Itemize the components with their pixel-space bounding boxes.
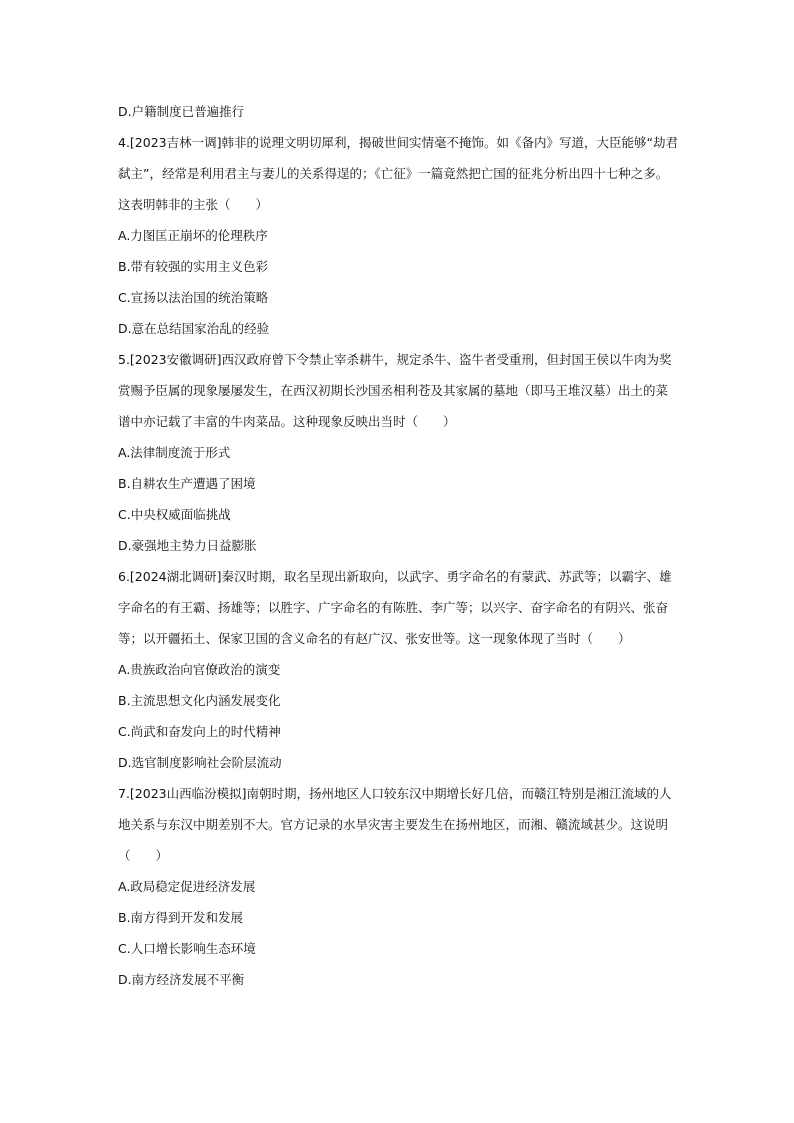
question-stem: 5.[2023安徽调研]西汉政府曾下令禁止宰杀耕牛，规定杀牛、盗牛者受重刑，但封国王侯以牛肉为奖赏赐予臣属的现象屡屡发生，在西汉初期长沙国丞相利苍及其家属的墓地（即马王堆汉墓）出土的菜谱中亦记载了丰富的牛肉菜品。这种现象反映出当时（ ）: [118, 352, 672, 429]
question-stem: 4.[2023吉林一调]韩非的说理文明切犀利，揭破世间实情毫不掩饰。如《备内》写道，大臣能够“劫君弑主”，经常是利用君主与妻儿的关系得逞的；《亡征》一篇竟然把亡国的征兆分析出四十七种之多。这表明韩非的主张（ ）: [118, 135, 678, 212]
option-c: C.宣扬以法治国的统治策略: [118, 290, 269, 305]
option-d: D.南方经济发展不平衡: [118, 972, 245, 987]
question-6: [118, 561, 678, 778]
option-b: B.南方得到开发和发展: [118, 910, 244, 925]
option-d: D.意在总结国家治乱的经验: [118, 321, 270, 336]
option-a: A.政局稳定促进经济发展: [118, 879, 256, 894]
option-d: D.选官制度影响社会阶层流动: [118, 755, 282, 770]
option-b: B.自耕农生产遭遇了困境: [118, 476, 256, 491]
option-c: C.中央权威面临挑战: [118, 507, 231, 522]
option-a: A.法律制度流于形式: [118, 445, 231, 460]
question-stem: 6.[2024湖北调研]秦汉时期，取名呈现出新取向，以武字、勇字命名的有蒙武、苏武等；以霸字、雄字命名的有王霸、扬雄等；以胜字、广字命名的有陈胜、李广等；以兴字、奋字命名的有阴兴、张奋等；以开疆拓土、保家卫国的含义命名的有赵广汉、张安世等。这一现象体现了当时（ ）: [118, 569, 672, 646]
option-c: C.人口增长影响生态环境: [118, 941, 256, 956]
option-b: B.主流思想文化内涵发展变化: [118, 693, 281, 708]
option-d: D.豪强地主势力日益膨胀: [118, 538, 257, 553]
option-b: B.带有较强的实用主义色彩: [118, 259, 269, 274]
option-d: D.户籍制度已普遍推行: [118, 104, 245, 119]
option-a: A.力图匡正崩坏的伦理秩序: [118, 228, 268, 243]
question-stem: 7.[2023山西临汾模拟]南朝时期，扬州地区人口较东汉中期增长好几倍，而赣江特别是湘江流域的人地关系与东汉中期差别不大。官方记录的水旱灾害主要发生在扬州地区，而湘、赣流域甚少。这说明（ ）: [118, 786, 672, 863]
option-a: A.贵族政治向官僚政治的演变: [118, 662, 281, 677]
question-5: [118, 344, 678, 561]
question-list: [118, 96, 678, 995]
question-4: [118, 127, 678, 344]
question-7: [118, 778, 678, 995]
option-c: C.尚武和奋发向上的时代精神: [118, 724, 281, 739]
